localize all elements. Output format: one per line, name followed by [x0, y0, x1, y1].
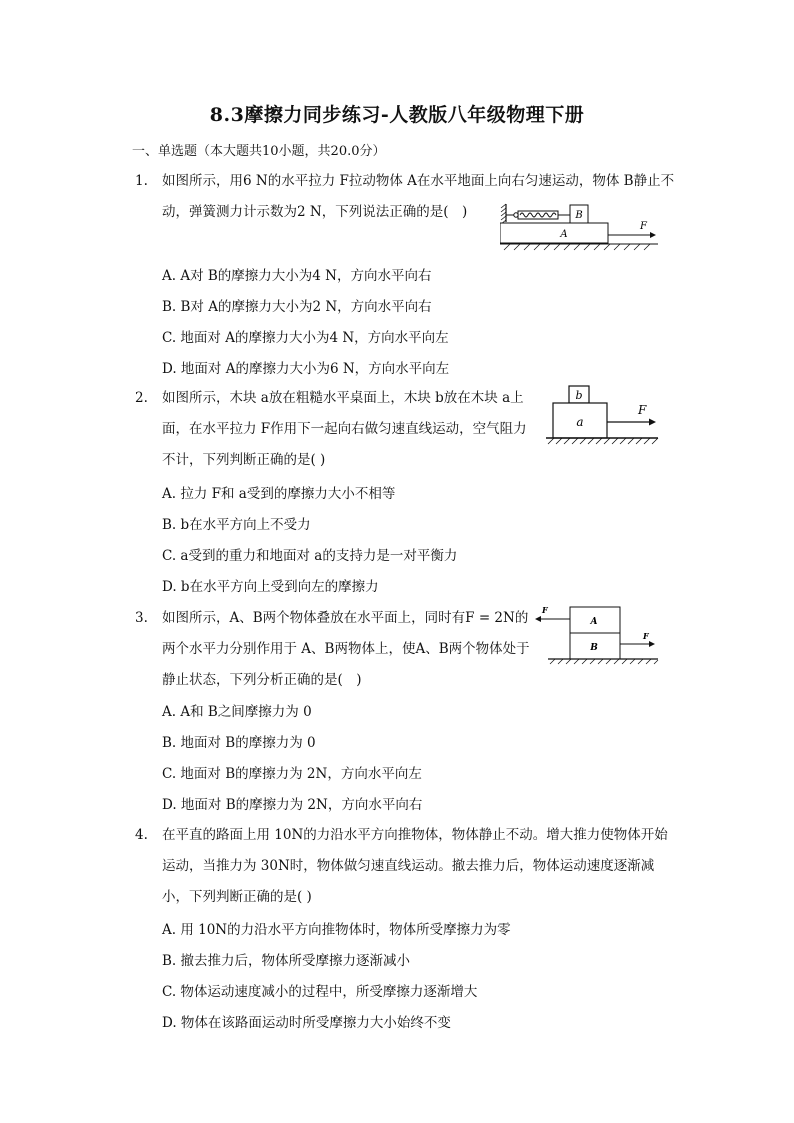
question-number: 3.: [135, 610, 148, 626]
figure-label-a: A: [590, 617, 598, 627]
figure-label-a: a: [576, 415, 584, 429]
option-4a: A. 用 10N的力沿水平方向推物体时，物体所受摩擦力为零: [162, 922, 511, 938]
option-2c: C. a受到的重力和地面对 a的支持力是一对平衡力: [162, 548, 458, 564]
question-number: 2.: [135, 390, 148, 406]
option-2a: A. 拉力 F和 a受到的摩擦力大小不相等: [162, 486, 396, 502]
option-2b: B. b在水平方向上不受力: [162, 517, 311, 533]
option-3d: D. 地面对 B的摩擦力为 2N，方向水平向右: [162, 797, 423, 813]
section-heading: 一、单选题（本大题共10小题，共20.0分）: [132, 144, 386, 159]
figure-label-f: F: [638, 403, 647, 417]
question-text: 在平直的路面上用 10N的力沿水平方向推物体，物体静止不动。增大推力使物体开始运动，当推力为 30N时，物体做匀速直线运动。撤去推力后，物体运动速度逐渐减小，下列判断正确的是( ): [162, 827, 668, 905]
option-1b: B. B对 A的摩擦力大小为2 N，方向水平向右: [162, 299, 432, 315]
figure-label-b: b: [575, 389, 583, 402]
figure-label-f-right: F: [643, 631, 649, 641]
option-4c: C. 物体运动速度减小的过程中，所受摩擦力逐渐增大: [162, 984, 478, 1000]
figure-label-b: B: [590, 643, 598, 653]
figure-label-f: F: [640, 221, 647, 232]
figure-q1: [500, 200, 660, 256]
option-1a: A. A对 B的摩擦力大小为4 N，方向水平向右: [162, 268, 432, 284]
question-number: 1.: [135, 173, 148, 189]
option-3a: A. A和 B之间摩擦力为 0: [162, 704, 312, 720]
figure-label-b: B: [575, 210, 583, 221]
figure-label-f-left: F: [542, 605, 548, 615]
option-4d: D. 物体在该路面运动时所受摩擦力大小始终不变: [162, 1015, 451, 1031]
option-1c: C. 地面对 A的摩擦力大小为4 N，方向水平向左: [162, 330, 449, 346]
question-number: 4.: [135, 827, 148, 843]
figure-label-a: A: [560, 229, 568, 240]
option-4b: B. 撤去推力后，物体所受摩擦力逐渐减小: [162, 953, 411, 969]
option-1d: D. 地面对 A的摩擦力大小为6 N，方向水平向左: [162, 361, 450, 377]
question-4: [135, 820, 675, 913]
figure-q2: [546, 384, 664, 454]
question-text: 如图所示，用6 N的水平拉力 F拉动物体 A在水平地面上向右匀速运动，物体 B静止不动，弹簧测力计示数为2 N，下列说法正确的是( ): [162, 173, 675, 220]
option-2d: D. b在水平方向上受到向左的摩擦力: [162, 579, 379, 595]
option-3b: B. 地面对 B的摩擦力为 0: [162, 735, 316, 751]
page-title: 8.3摩擦力同步练习-人教版八年级物理下册: [209, 104, 585, 126]
question-text: 如图所示，木块 a放在粗糙水平桌面上，木块 b放在木块 a上面，在水平拉力 F作用下一起向右做匀速直线运动，空气阻力不计，下列判断正确的是( ): [162, 390, 527, 468]
figure-q3: [532, 602, 662, 668]
question-text: 如图所示，A、B两个物体叠放在水平面上，同时有F = 2N的两个水平力分别作用于 A、B两物体上，使A、B两个物体处于静止状态，下列分析正确的是( ): [162, 610, 530, 688]
option-3c: C. 地面对 B的摩擦力为 2N，方向水平向左: [162, 766, 422, 782]
